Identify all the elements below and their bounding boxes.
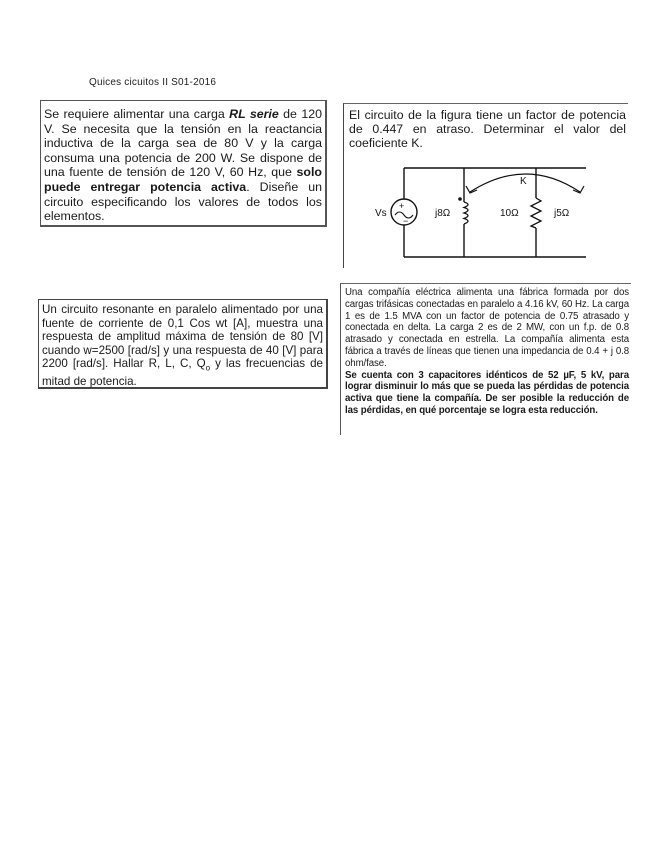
question-box-three-phase (340, 283, 631, 435)
inductor-2-label: j5Ω (554, 208, 570, 219)
question-box-rl-series (40, 100, 327, 227)
coupling-label: K (520, 176, 527, 187)
question-text (44, 107, 322, 224)
question-box-coupling-coefficient (343, 103, 628, 268)
page-header: Quices cicuitos II S01-2016 (89, 77, 217, 88)
dot-marker (458, 197, 462, 201)
inductor-1-label: j8Ω (435, 208, 451, 219)
circuit-diagram (366, 162, 586, 264)
resistor-label: 10Ω (500, 208, 519, 219)
emphasis-text: solo puede entregar potencia activa (44, 165, 322, 194)
svg-text:+: + (399, 201, 405, 211)
text-segment: Un circuito resonante en paralelo alimentado por una fuente de corriente de 0,1 Cos wt [A], muestra una respuesta de amplitud máxima de tensión de 80 [V] cuando w=2500 [rad/s] y una respuesta de 40 [V] para 2200 [rad/s]. Hallar R, L, C, Q (42, 303, 323, 370)
question-text: El circuito de la figura tiene un factor de potencia de 0.447 en atraso. Determinar el valor del coeficiente K. (349, 108, 626, 151)
source-label: Vs (375, 208, 387, 219)
resistor-icon (531, 198, 541, 228)
text-segment: y las frecuencias de mitad de potencia. (42, 357, 324, 388)
inductor-icon (464, 202, 468, 224)
text-segment: . Diseñe un circuito especificando los valores de todos los elementos. (44, 179, 322, 224)
emphasis-text: RL serie (229, 107, 279, 121)
svg-text:−: − (403, 216, 409, 226)
text-segment: Se requiere alimentar una carga (44, 107, 230, 121)
question-text-part-1: Una compañía eléctrica alimenta una fábrica formada por dos cargas trifásicas conectadas en paralelo a 4.16 kV, 60 Hz. La carga 1 es de 1.5 MVA con un factor de potencia de 0.75 atrasado y conectada en delta. La carga 2 es de 2 MW, con un f.p. de 0.8 atrasado y conectada en estrella. La compañía alimenta esta fábrica a través de líneas que tienen una impedancia de 0.4 + j 0.8 ohm/fase. (345, 287, 629, 369)
question-text (42, 303, 323, 388)
subscript: o (205, 363, 211, 373)
text-segment: de 120 V. Se necesita que la tensión en la reactancia inductiva de la carga sea de 80 V y la carga consuma una potencia de 200 W. Se dispone de una fuente de tensión de 120 V, 60 Hz, que (44, 107, 322, 180)
question-box-resonant-circuit (38, 299, 328, 389)
question-text-part-2: Se cuenta con 3 capacitores idénticos de 52 µF, 5 kV, para lograr disminuir lo más que se pueda las pérdidas de potencia activa que tiene la compañía. De ser posible la reducción de las pérdidas, en qué porcentaje se logra esta reducción. (345, 369, 629, 416)
voltage-source-icon (391, 199, 417, 226)
